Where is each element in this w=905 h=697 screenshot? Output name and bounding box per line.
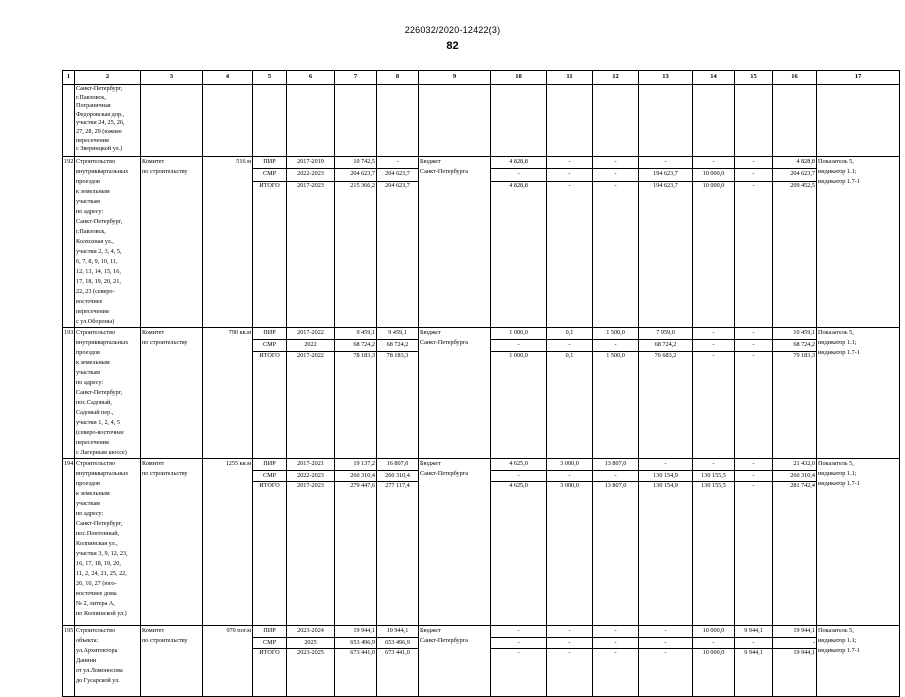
year-value-cell: 3 000,0	[547, 482, 593, 626]
column-number: 10	[491, 71, 547, 85]
year-value-cell: 130 155,5	[693, 470, 735, 482]
sum-value-cell: 10 459,1	[773, 328, 817, 340]
period-cell: 2017-2023	[287, 181, 335, 327]
empty-cell	[287, 85, 335, 157]
year-value-cell: 194 623,7	[639, 181, 693, 327]
empty-cell	[593, 85, 639, 157]
year-value-cell: -	[491, 637, 547, 649]
year-value-cell: 10 000,0	[693, 649, 735, 697]
stage-cell: СМР	[253, 169, 287, 181]
period-cell: 2025	[287, 637, 335, 649]
stage-cell: ИТОГО	[253, 352, 287, 459]
year-value-cell: 4 625,0	[491, 459, 547, 471]
year-value-cell: 130 154,9	[639, 482, 693, 626]
year-value-cell: -	[593, 626, 639, 638]
year-value-cell: -	[593, 157, 639, 169]
project-name-cell: Строительство внутриквартальных проездов к земельным участкам по адресу: Санкт-Петербург, г.Павловск, Колхозная ул., участки 2, 3, 4, 5, 6, 7, 8, 9, 10, 11, 12, 13, 14, 15, 16, 17, 18, 19, 20, 21, 22, 23 (северо- восточнее пересечения с ул.Обороны)	[75, 157, 141, 328]
empty-cell	[639, 85, 693, 157]
page-number: 82	[446, 40, 459, 52]
total-cost-cell: 653 496,9	[335, 637, 377, 649]
sum-value-cell: 19 944,1	[773, 649, 817, 697]
year-value-cell: 10 000,0	[693, 169, 735, 181]
year-value-cell: -	[491, 626, 547, 638]
customer-cell: Комитет по строительству	[141, 157, 203, 328]
funding-source-cell: Бюджет Санкт-Петербурга	[419, 459, 491, 626]
period-cell: 2022-2023	[287, 169, 335, 181]
year-value-cell: -	[735, 169, 773, 181]
year-value-cell: -	[491, 470, 547, 482]
year-value-cell: 9 944,1	[735, 649, 773, 697]
year-value-cell: 0,1	[547, 352, 593, 459]
stage-cell: СМР	[253, 637, 287, 649]
period-cell: 2022	[287, 340, 335, 352]
sum-value-cell: 209 452,5	[773, 181, 817, 327]
stage-cell: ИТОГО	[253, 649, 287, 697]
year-value-cell: 13 807,0	[593, 459, 639, 471]
total-cost-cell: 78 183,3	[335, 352, 377, 459]
sum-value-cell: 79 183,3	[773, 352, 817, 459]
column-number: 11	[547, 71, 593, 85]
project-number: 192	[63, 157, 75, 328]
remaining-cost-cell: 277 117,4	[377, 482, 419, 626]
period-cell: 2022-2023	[287, 470, 335, 482]
year-value-cell: -	[547, 637, 593, 649]
year-value-cell: 13 807,0	[593, 482, 639, 626]
year-value-cell: -	[693, 459, 735, 471]
column-number: 4	[203, 71, 253, 85]
total-cost-cell: 260 310,4	[335, 470, 377, 482]
column-number: 14	[693, 71, 735, 85]
period-cell: 2017-2022	[287, 352, 335, 459]
remaining-cost-cell: 673 441,0	[377, 649, 419, 697]
year-value-cell: -	[547, 340, 593, 352]
year-value-cell: 4 828,8	[491, 157, 547, 169]
period-cell: 2017-2023	[287, 482, 335, 626]
stage-cell: ПИР	[253, 459, 287, 471]
project-name-cell: Строительство объекта: ул.Архитектора Данини от ул.Ломоносова до Гусарской ул.	[75, 626, 141, 697]
year-value-cell: -	[593, 169, 639, 181]
year-value-cell: -	[547, 649, 593, 697]
document-id: 226032/2020-12422(3)	[404, 25, 501, 35]
sum-value-cell: 19 944,1	[773, 626, 817, 638]
total-cost-cell: 68 724,2	[335, 340, 377, 352]
column-number: 2	[75, 71, 141, 85]
empty-cell	[203, 85, 253, 157]
project-name-cell: Строительство внутриквартальных проездов к земельным участкам по адресу: Санкт-Петербург, пос.Садовый, Садовый пер., участки 1, 2, 4, 5 (северо-восточнее пересечения с Лагерным шоссе)	[75, 328, 141, 459]
empty-cell	[735, 85, 773, 157]
empty-cell	[547, 85, 593, 157]
sum-value-cell: -	[773, 637, 817, 649]
column-number: 8	[377, 71, 419, 85]
column-number: 12	[593, 71, 639, 85]
year-value-cell: -	[735, 482, 773, 626]
year-value-cell: -	[693, 157, 735, 169]
stage-cell: ИТОГО	[253, 181, 287, 327]
year-value-cell: -	[735, 157, 773, 169]
customer-cell: Комитет по строительству	[141, 328, 203, 459]
year-value-cell: -	[593, 340, 639, 352]
sum-value-cell: 4 828,8	[773, 157, 817, 169]
total-cost-cell: 279 447,6	[335, 482, 377, 626]
year-value-cell: -	[547, 626, 593, 638]
remaining-cost-cell: 653 496,9	[377, 637, 419, 649]
year-value-cell: -	[593, 649, 639, 697]
remaining-cost-cell: 260 310,4	[377, 470, 419, 482]
year-value-cell: -	[639, 626, 693, 638]
project-row	[63, 328, 900, 340]
project-number: 194	[63, 459, 75, 626]
total-cost-cell: 10 742,5	[335, 157, 377, 169]
remaining-cost-cell: 19 944,1	[377, 626, 419, 638]
year-value-cell: 10 000,0	[693, 626, 735, 638]
year-value-cell: -	[639, 157, 693, 169]
year-value-cell: -	[547, 157, 593, 169]
stage-cell: ПИР	[253, 626, 287, 638]
total-cost-cell: 204 623,7	[335, 169, 377, 181]
column-number: 5	[253, 71, 287, 85]
year-value-cell: -	[693, 637, 735, 649]
year-value-cell: -	[593, 637, 639, 649]
remaining-cost-cell: 78 183,3	[377, 352, 419, 459]
project-row	[63, 459, 900, 471]
stage-cell: СМР	[253, 340, 287, 352]
year-value-cell: -	[735, 459, 773, 471]
year-value-cell: 4 828,8	[491, 181, 547, 327]
year-value-cell: 3 000,0	[547, 459, 593, 471]
column-number: 6	[287, 71, 335, 85]
year-value-cell: -	[639, 649, 693, 697]
period-cell: 2017-2021	[287, 459, 335, 471]
year-value-cell: -	[593, 470, 639, 482]
capacity-cell: 790 кв.м	[203, 328, 253, 459]
column-number: 1	[63, 71, 75, 85]
indicators-cell: Показатель 5, индикатор 1.1; индикатор 1.7-1	[817, 157, 900, 328]
sum-value-cell: 260 310,4	[773, 470, 817, 482]
remaining-cost-cell: 204 623,7	[377, 181, 419, 327]
customer-cell: Комитет по строительству	[141, 459, 203, 626]
empty-cell	[773, 85, 817, 157]
program-table	[62, 70, 900, 697]
year-value-cell: -	[693, 328, 735, 340]
total-cost-cell: 9 459,1	[335, 328, 377, 340]
column-number: 13	[639, 71, 693, 85]
remaining-cost-cell: 16 807,0	[377, 459, 419, 471]
project-name-cell: Строительство внутриквартальных проездов к земельным участкам по адресу: Санкт-Петербург, пос.Понтонный, Колпинская ул., участки 3, 9, 12, 23, 16, 17, 18, 19, 20, 11, 2, 24, 21, 25, 22, 26, 10, 27 (юго- восточнее дома № 2, литера А, по Колпинской ул.)	[75, 459, 141, 626]
year-value-cell: 10 000,0	[693, 181, 735, 327]
column-number: 16	[773, 71, 817, 85]
year-value-cell: -	[593, 181, 639, 327]
year-value-cell: -	[735, 637, 773, 649]
year-value-cell: 194 623,7	[639, 169, 693, 181]
year-value-cell: 9 944,1	[735, 626, 773, 638]
year-value-cell: 68 724,2	[639, 340, 693, 352]
year-value-cell: -	[735, 470, 773, 482]
total-cost-cell: 19 944,1	[335, 626, 377, 638]
indicators-cell: Показатель 5, индикатор 1.1; индикатор 1.7-1	[817, 459, 900, 626]
remaining-cost-cell: 204 623,7	[377, 169, 419, 181]
sum-value-cell: 21 432,0	[773, 459, 817, 471]
funding-source-cell: Бюджет Санкт-Петербурга	[419, 157, 491, 328]
year-value-cell: 76 683,2	[639, 352, 693, 459]
empty-cell	[377, 85, 419, 157]
sum-value-cell: 68 724,2	[773, 340, 817, 352]
year-value-cell: 7 959,0	[639, 328, 693, 340]
indicators-cell: Показатель 5, индикатор 1.1; индикатор 1.7-1	[817, 626, 900, 697]
total-cost-cell: 215 366,2	[335, 181, 377, 327]
year-value-cell: -	[693, 352, 735, 459]
indicators-cell: Показатель 5, индикатор 1.1; индикатор 1.7-1	[817, 328, 900, 459]
empty-cell	[141, 85, 203, 157]
column-number: 3	[141, 71, 203, 85]
year-value-cell: -	[547, 181, 593, 327]
year-value-cell: -	[735, 340, 773, 352]
empty-cell	[63, 85, 75, 157]
year-value-cell: -	[547, 169, 593, 181]
year-value-cell: -	[491, 169, 547, 181]
remaining-cost-cell: 68 724,2	[377, 340, 419, 352]
empty-cell	[335, 85, 377, 157]
remaining-cost-cell: -	[377, 157, 419, 169]
column-number: 17	[817, 71, 900, 85]
year-value-cell: -	[491, 340, 547, 352]
column-number: 7	[335, 71, 377, 85]
sum-value-cell: 204 623,7	[773, 169, 817, 181]
year-value-cell: -	[547, 470, 593, 482]
year-value-cell: 1 500,0	[593, 352, 639, 459]
year-value-cell: -	[491, 649, 547, 697]
stage-cell: ИТОГО	[253, 482, 287, 626]
stage-cell: ПИР	[253, 328, 287, 340]
customer-cell: Комитет по строительству	[141, 626, 203, 697]
empty-cell	[491, 85, 547, 157]
year-value-cell: -	[639, 637, 693, 649]
period-cell: 2023-2025	[287, 649, 335, 697]
year-value-cell: -	[693, 340, 735, 352]
column-number-row	[63, 71, 900, 85]
total-cost-cell: 673 441,0	[335, 649, 377, 697]
year-value-cell: -	[735, 181, 773, 327]
period-cell: 2023-2024	[287, 626, 335, 638]
empty-cell	[253, 85, 287, 157]
remaining-cost-cell: 9 459,1	[377, 328, 419, 340]
capacity-cell: 970 пог.м	[203, 626, 253, 697]
year-value-cell: 1 500,0	[593, 328, 639, 340]
year-value-cell: 1 000,0	[491, 352, 547, 459]
project-row	[63, 626, 900, 638]
project-number: 193	[63, 328, 75, 459]
year-value-cell: 130 155,5	[693, 482, 735, 626]
capacity-cell: 1255 кв.м	[203, 459, 253, 626]
period-cell: 2017-2022	[287, 328, 335, 340]
sum-value-cell: 281 742,4	[773, 482, 817, 626]
year-value-cell: -	[639, 459, 693, 471]
funding-source-cell: Бюджет Санкт-Петербурга	[419, 626, 491, 697]
year-value-cell: 130 154,9	[639, 470, 693, 482]
column-number: 15	[735, 71, 773, 85]
continuation-row	[63, 85, 900, 157]
empty-cell	[693, 85, 735, 157]
total-cost-cell: 19 137,2	[335, 459, 377, 471]
project-number: 195	[63, 626, 75, 697]
funding-source-cell: Бюджет Санкт-Петербурга	[419, 328, 491, 459]
empty-cell	[419, 85, 491, 157]
stage-cell: СМР	[253, 470, 287, 482]
project-row	[63, 157, 900, 169]
project-name-cell: Санкт-Петербург, г.Павловск, Пограничная Федоровская дор., участки 24, 25, 26, 27, 28, 29 (южнее пересечения с Зверинцкой ул.)	[75, 85, 141, 157]
empty-cell	[817, 85, 900, 157]
year-value-cell: 1 000,0	[491, 328, 547, 340]
year-value-cell: -	[735, 352, 773, 459]
stage-cell: ПИР	[253, 157, 287, 169]
column-number: 9	[419, 71, 491, 85]
period-cell: 2017-2019	[287, 157, 335, 169]
year-value-cell: 4 625,0	[491, 482, 547, 626]
year-value-cell: 0,1	[547, 328, 593, 340]
capacity-cell: 516 м	[203, 157, 253, 328]
year-value-cell: -	[735, 328, 773, 340]
